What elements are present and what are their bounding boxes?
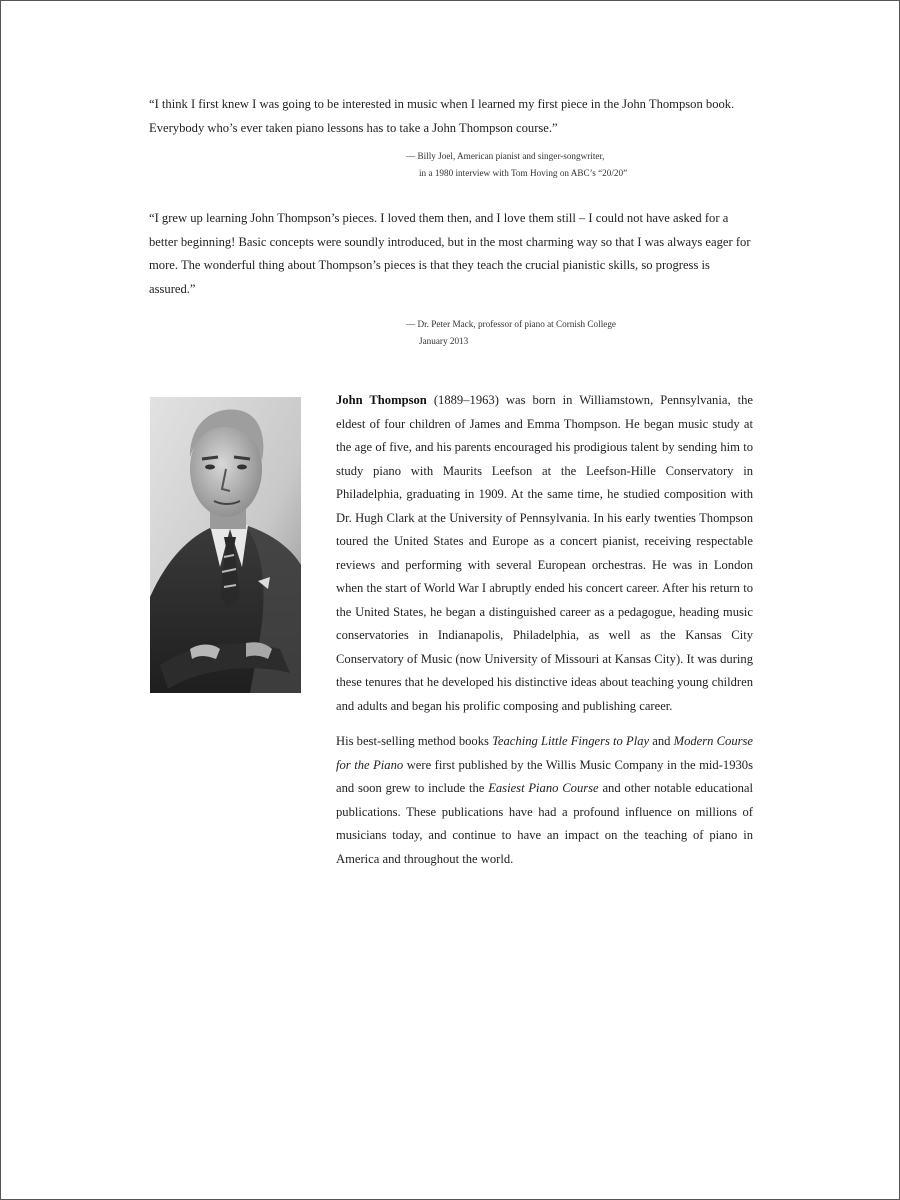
bio-text: and other notable educational publications. These publications have had a profound influence on millions of musicians today, and continue to have an impact on the teaching of piano in America and throughout the world.	[336, 781, 753, 866]
bio-text: and	[649, 734, 674, 748]
quote-attribution-peter-mack	[406, 316, 736, 349]
book-title: Modern Course for the Piano	[336, 734, 754, 772]
attribution-line: — Dr. Peter Mack, professor of piano at Cornish College	[406, 319, 616, 329]
portrait-photo	[150, 397, 301, 693]
portrait-image	[150, 397, 301, 693]
biography	[336, 389, 753, 883]
attribution-line: — Billy Joel, American pianist and singer-songwriter,	[406, 151, 605, 161]
quote-peter-mack: “I grew up learning John Thompson’s pieces. I loved them then, and I love them still – I could not have asked for a better beginning! Basic concepts were soundly introduced, but in the most charming way so that I was always eager for more. The wonderful thing about Thompson’s pieces is that they teach the crucial pianistic skills, so progress is assured.”	[149, 211, 751, 296]
attribution-line: in a 1980 interview with Tom Hoving on ABC’s “20/20”	[419, 167, 628, 178]
bio-text: His best-selling method books	[336, 734, 493, 748]
bio-text: (1889–1963) was born in Williamstown, Pennsylvania, the eldest of four children of James and Emma Thompson. He began music study at the age of five, and his parents encouraged his prodigious talent by sending him to study piano with Maurits Leefson at the Leefson-Hille Conservatory in Philadelphia, graduating in 1909. At the same time, he studied composition with Dr. Hugh Clark at the University of Pennsylvania. In his early twenties Thompson toured the United States and Europe as a concert pianist, receiving respectable reviews and performing with several European orchestras. He was in London when the start of World War I abruptly ended his concert career. After his return to the United States, he began a distinguished career as a pedagogue, heading music conservatories in Indianapolis, Philadelphia, as well as the Kansas City Conservatory of Music (now University of Missouri at Kansas City). It was during these tenures that he developed his distinctive ideas about teaching young children and adults and began his prolific composing and publishing career.	[336, 393, 754, 713]
bio-paragraph-1	[336, 389, 753, 718]
bio-paragraph-2	[336, 730, 753, 871]
attribution-line: January 2013	[419, 335, 469, 346]
quote-billy-joel: “I think I first knew I was going to be interested in music when I learned my first piece in the John Thompson book. Everybody who’s ever taken piano lessons has to take a John Thompson course.”	[149, 97, 735, 135]
bio-name: John Thompson	[336, 393, 427, 407]
quote-attribution-billy-joel	[406, 148, 736, 181]
book-title: Teaching Little Fingers to Play	[492, 734, 650, 748]
bio-text: were first published by the Willis Music Company in the mid-1930s and soon grew to include the	[336, 757, 754, 795]
book-title: Easiest Piano Course	[488, 781, 599, 795]
